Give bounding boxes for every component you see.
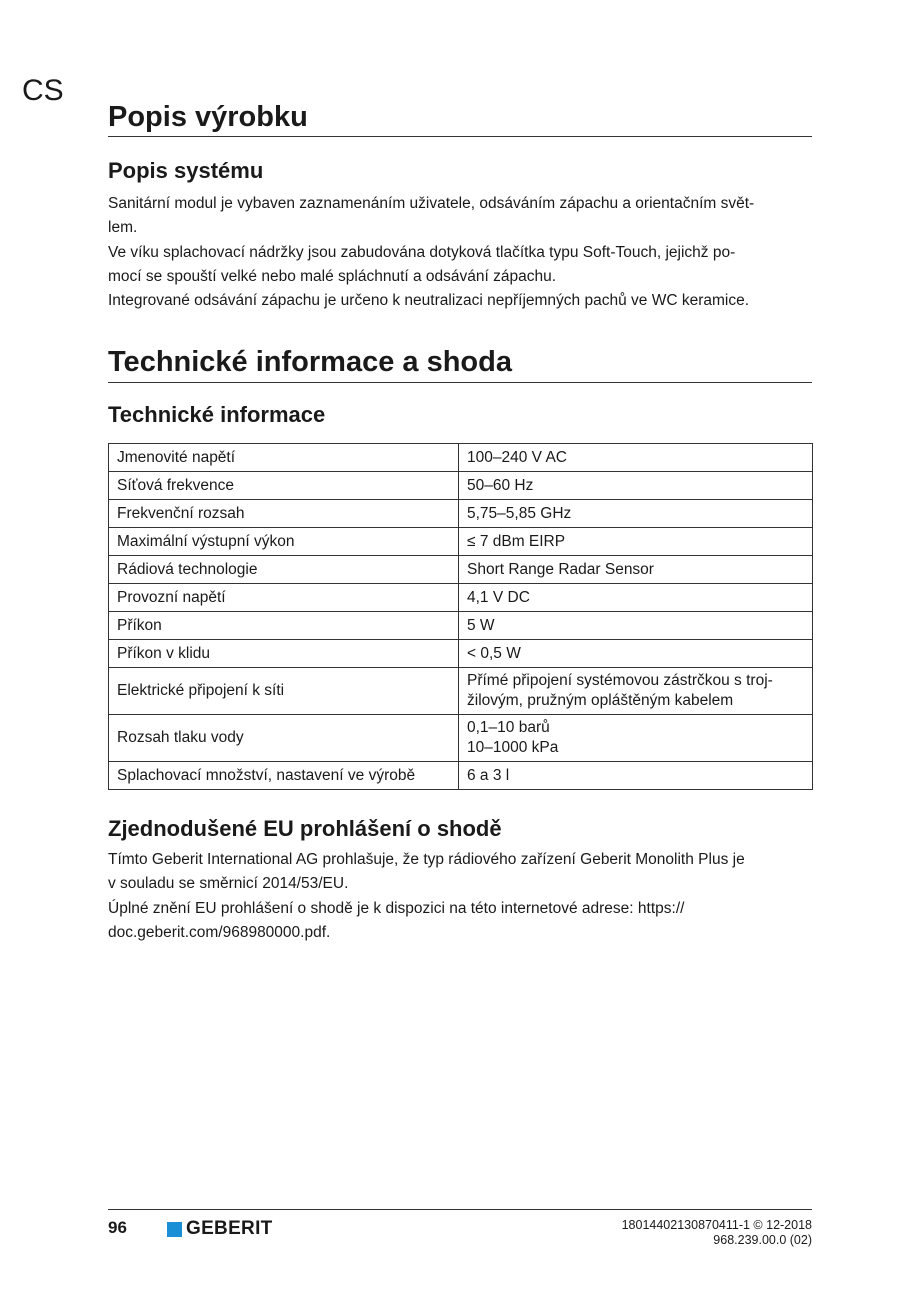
row-value bbox=[459, 612, 813, 640]
row-label: Jmenovité napětí bbox=[109, 444, 459, 472]
paragraph bbox=[108, 241, 818, 289]
paragraph bbox=[108, 289, 818, 313]
brand-name: GEBERIT bbox=[186, 1218, 273, 1239]
brand-logo bbox=[167, 1218, 273, 1240]
value-line: 5 W bbox=[467, 616, 495, 634]
paragraph bbox=[108, 897, 818, 945]
text-line: Sanitární modul je vybaven zaznamenáním uživatele, odsáváním zápachu a orientačním svět- bbox=[108, 195, 755, 212]
text-line: Tímto Geberit International AG prohlašuje, že typ rádiového zařízení Geberit Monolith Plus je bbox=[108, 851, 745, 868]
divider bbox=[108, 382, 812, 383]
row-value bbox=[459, 715, 813, 762]
document-info bbox=[622, 1218, 812, 1248]
table-row bbox=[109, 715, 813, 762]
text-line: Ve víku splachovací nádržky jsou zabudována dotyková tlačítka typu Soft-Touch, jejichž po- bbox=[108, 244, 736, 261]
table-row bbox=[109, 528, 813, 556]
text-line: lem. bbox=[108, 219, 138, 236]
row-label: Síťová frekvence bbox=[109, 472, 459, 500]
row-value bbox=[459, 668, 813, 715]
row-value bbox=[459, 640, 813, 668]
row-value bbox=[459, 500, 813, 528]
value-line: ≤ 7 dBm EIRP bbox=[467, 532, 566, 550]
page-number: 96 bbox=[108, 1218, 127, 1237]
row-label: Rádiová technologie bbox=[109, 556, 459, 584]
row-label: Frekvenční rozsah bbox=[109, 500, 459, 528]
subsection-title-eu-declaration: Zjednodušené EU prohlášení o shodě bbox=[108, 816, 502, 841]
row-value bbox=[459, 584, 813, 612]
value-line: 4,1 V DC bbox=[467, 588, 530, 606]
table-row bbox=[109, 444, 813, 472]
value-line: 6 a 3 l bbox=[467, 766, 510, 784]
table-row bbox=[109, 500, 813, 528]
table-row bbox=[109, 640, 813, 668]
doc-number: 968.239.00.0 (02) bbox=[713, 1233, 812, 1247]
row-label: Maximální výstupní výkon bbox=[109, 528, 459, 556]
technical-info-table bbox=[108, 443, 813, 790]
value-line: Přímé připojení systémovou zástrčkou s troj- bbox=[467, 672, 773, 689]
row-label: Rozsah tlaku vody bbox=[109, 715, 459, 762]
table-row bbox=[109, 668, 813, 715]
section-title-technical: Technické informace a shoda bbox=[108, 346, 512, 378]
table-row bbox=[109, 762, 813, 790]
row-label: Příkon bbox=[109, 612, 459, 640]
value-line: < 0,5 W bbox=[467, 644, 521, 662]
value-line: Short Range Radar Sensor bbox=[467, 560, 654, 578]
paragraph bbox=[108, 848, 818, 896]
section-title-product-description: Popis výrobku bbox=[108, 101, 308, 133]
language-code: CS bbox=[22, 74, 64, 107]
row-label: Elektrické připojení k síti bbox=[109, 668, 459, 715]
value-line: 5,75–5,85 GHz bbox=[467, 504, 572, 522]
logo-square-icon bbox=[167, 1222, 182, 1237]
value-line: 10–1000 kPa bbox=[467, 739, 559, 756]
footer-divider bbox=[108, 1209, 812, 1210]
row-value bbox=[459, 444, 813, 472]
text-line: mocí se spouští velké nebo malé spláchnutí a odsávání zápachu. bbox=[108, 268, 557, 285]
text-line: Úplné znění EU prohlášení o shodě je k dispozici na této internetové adrese: https:// bbox=[108, 900, 685, 917]
row-value bbox=[459, 556, 813, 584]
row-label: Příkon v klidu bbox=[109, 640, 459, 668]
row-value bbox=[459, 472, 813, 500]
value-line: 0,1–10 barů bbox=[467, 719, 550, 736]
table-row bbox=[109, 556, 813, 584]
value-line: žilovým, pružným opláštěným kabelem bbox=[467, 692, 734, 709]
value-line: 50–60 Hz bbox=[467, 476, 534, 494]
text-line: v souladu se směrnicí 2014/53/EU. bbox=[108, 875, 349, 892]
subsection-title-technical-info: Technické informace bbox=[108, 402, 326, 427]
subsection-title-system: Popis systému bbox=[108, 158, 264, 183]
doc-id: 18014402130870411-1 © 12-2018 bbox=[621, 1218, 812, 1232]
paragraph bbox=[108, 192, 818, 240]
row-label: Splachovací množství, nastavení ve výrobě bbox=[109, 762, 459, 790]
text-line: Integrované odsávání zápachu je určeno k neutralizaci nepříjemných pachů ve WC keramice. bbox=[108, 292, 750, 309]
table-row bbox=[109, 612, 813, 640]
row-value bbox=[459, 762, 813, 790]
row-label: Provozní napětí bbox=[109, 584, 459, 612]
table-row bbox=[109, 472, 813, 500]
text-line: doc.geberit.com/968980000.pdf. bbox=[108, 924, 331, 941]
table-row bbox=[109, 584, 813, 612]
divider bbox=[108, 136, 812, 137]
row-value bbox=[459, 528, 813, 556]
value-line: 100–240 V AC bbox=[467, 448, 567, 466]
